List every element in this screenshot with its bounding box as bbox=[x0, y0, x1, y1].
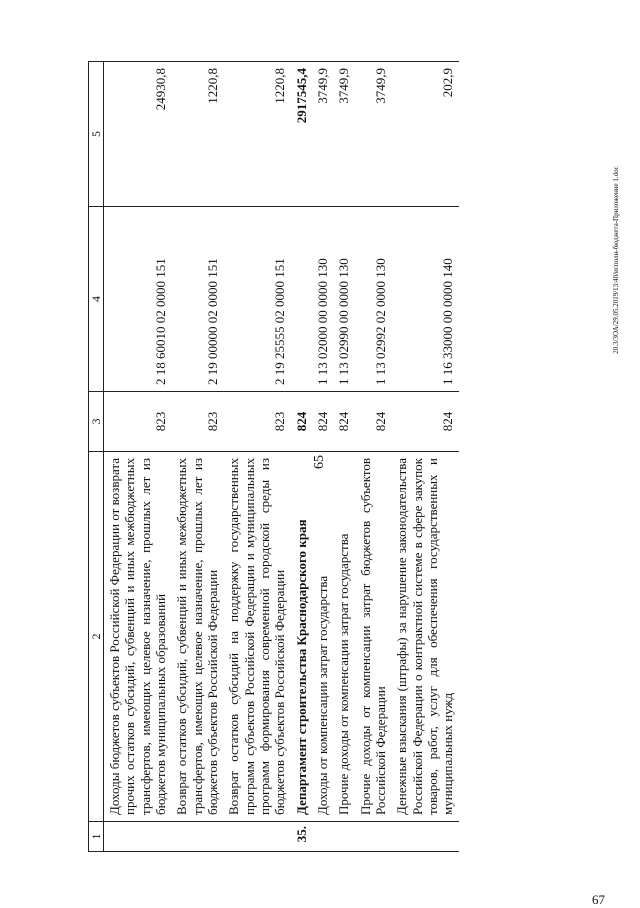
revenue-name: Прочие доходы от компенсации затрат бюджетов субъектов Российской Федерации bbox=[355, 452, 392, 822]
row-number bbox=[223, 822, 290, 852]
table-row bbox=[104, 62, 172, 852]
admin-code: 823 bbox=[171, 392, 223, 452]
admin-code: 823 bbox=[223, 392, 290, 452]
amount: 2917545,4 bbox=[291, 62, 312, 207]
budget-classification-code: 1 13 02992 02 0000 130 bbox=[355, 207, 392, 392]
admin-code: 824 bbox=[355, 392, 392, 452]
amount: 24930,8 bbox=[104, 62, 172, 207]
row-number bbox=[391, 822, 458, 852]
budget-classification-code: 2 18 60010 02 0000 151 bbox=[104, 207, 172, 392]
document-file-note: 20.3/ЗОА/29.05.2019/13:40/исполн-бюджета-Приложение 1.doc bbox=[612, 166, 620, 354]
revenue-name: Возврат остатков субсидий на поддержку государственных программ субъектов Российской Федерации и муниципальных программ формирования современной городской среды из бюджетов субъектов Российской Федерации bbox=[223, 452, 290, 822]
amount: 1220,8 bbox=[223, 62, 290, 207]
revenue-name: Прочие доходы от компенсации затрат государства bbox=[333, 452, 354, 822]
table-area bbox=[88, 62, 580, 852]
table-row bbox=[333, 62, 354, 852]
column-header-4: 4 bbox=[89, 207, 104, 392]
budget-classification-code: 1 13 02990 00 0000 130 bbox=[333, 207, 354, 392]
budget-classification-code: 2 19 00000 02 0000 151 bbox=[171, 207, 223, 392]
admin-code: 824 bbox=[291, 392, 312, 452]
amount: 3749,9 bbox=[333, 62, 354, 207]
rotated-table-container bbox=[88, 62, 580, 852]
revenue-name: Доходы бюджетов субъектов Российской Федерации от возврата прочих остатков субсидий, субвенций и иных межбюджетных трансфертов, имеющих целевое назначение, прошлых лет из бюджетов муниципальных образований bbox=[104, 452, 172, 822]
column-header-2: 2 bbox=[89, 452, 104, 822]
admin-code: 823 bbox=[104, 392, 172, 452]
budget-revenue-table bbox=[88, 61, 459, 852]
column-header-3: 3 bbox=[89, 392, 104, 452]
row-number bbox=[104, 822, 172, 852]
table-row bbox=[171, 62, 223, 852]
budget-classification-code: 2 19 25555 02 0000 151 bbox=[223, 207, 290, 392]
row-number bbox=[171, 822, 223, 852]
table-row bbox=[312, 62, 333, 852]
budget-classification-code bbox=[291, 207, 312, 392]
row-number bbox=[355, 822, 392, 852]
page-number: 65 bbox=[312, 455, 327, 469]
budget-classification-code: 1 16 33000 00 0000 140 bbox=[391, 207, 458, 392]
budget-classification-code: 1 13 02000 00 0000 130 bbox=[312, 207, 333, 392]
admin-code: 824 bbox=[391, 392, 458, 452]
table-row bbox=[223, 62, 290, 852]
row-number: 35. bbox=[291, 822, 312, 852]
row-number bbox=[312, 822, 333, 852]
column-header-5: 5 bbox=[89, 62, 104, 207]
table-row bbox=[355, 62, 392, 852]
revenue-name: Денежные взыскания (штрафы) за нарушение законодательства Российской Федерации о контрактной системе в сфере закупок товаров, работ, услуг для обеспечения государственных и муниципальных нужд bbox=[391, 452, 458, 822]
corner-page-number: 67 bbox=[592, 892, 605, 907]
revenue-name: Департамент строительства Краснодарского края bbox=[291, 452, 312, 822]
table-row bbox=[291, 62, 312, 852]
amount: 202,9 bbox=[391, 62, 458, 207]
table-body bbox=[104, 62, 459, 852]
admin-code: 824 bbox=[333, 392, 354, 452]
table-row bbox=[391, 62, 458, 852]
revenue-name: Возврат остатков субсидий, субвенций и иных межбюджетных трансфертов, имеющих целевое назначение, прошлых лет из бюджетов субъектов Российской Федерации bbox=[171, 452, 223, 822]
column-header-1: 1 bbox=[89, 822, 104, 852]
row-number bbox=[333, 822, 354, 852]
amount: 1220,8 bbox=[171, 62, 223, 207]
table-header-row bbox=[89, 62, 104, 852]
amount: 3749,9 bbox=[355, 62, 392, 207]
admin-code: 824 bbox=[312, 392, 333, 452]
amount: 3749,9 bbox=[312, 62, 333, 207]
revenue-name: Доходы от компенсации затрат государства bbox=[312, 452, 333, 822]
